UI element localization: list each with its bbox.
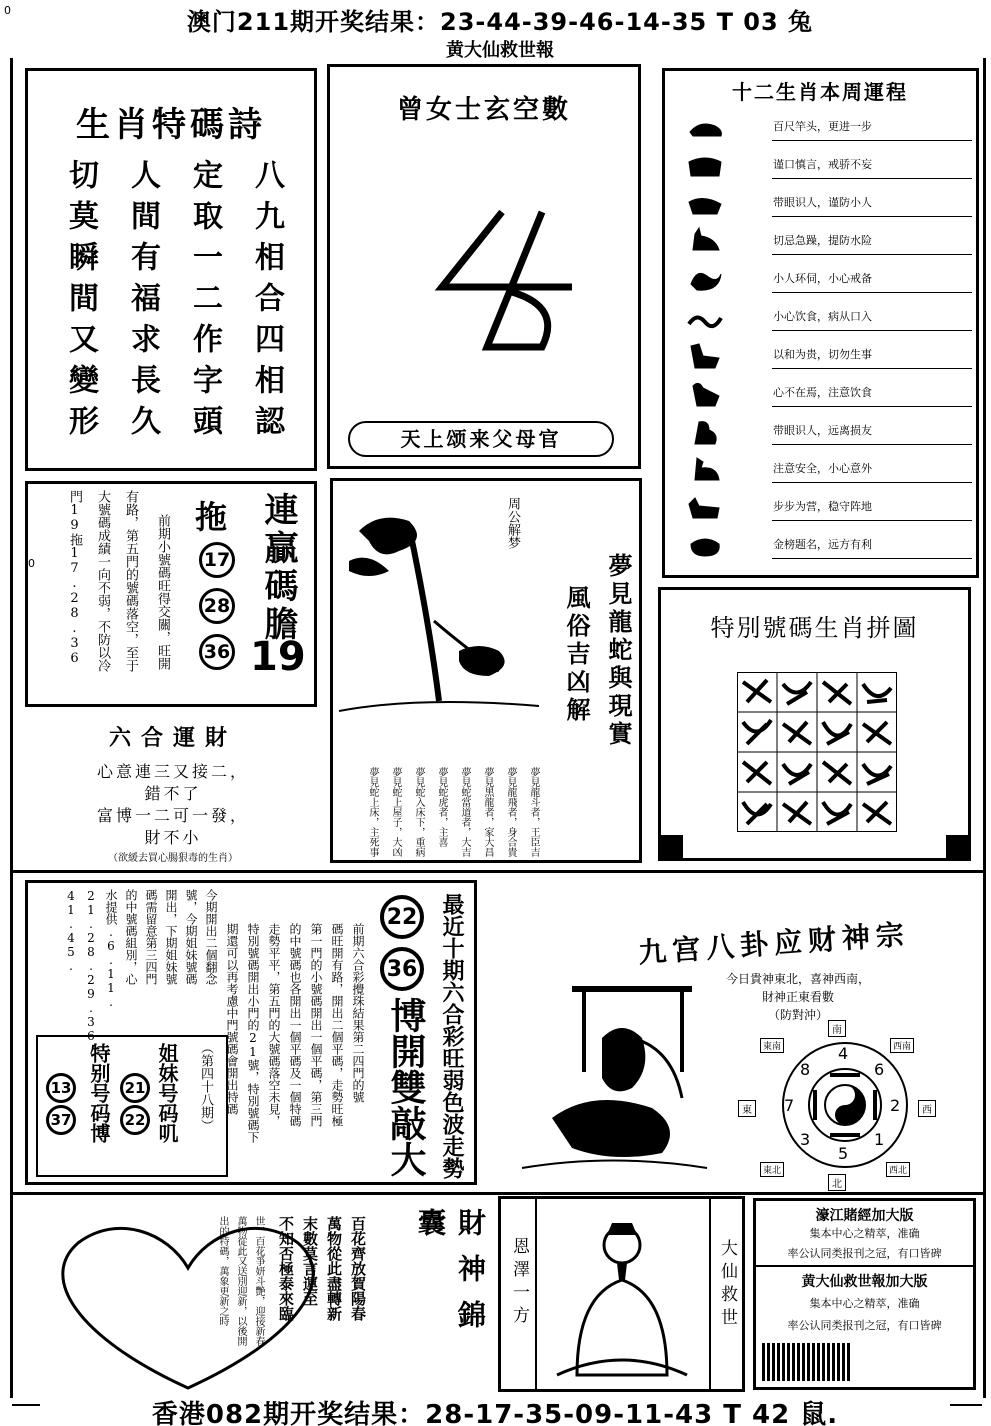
zodiac-row	[685, 150, 975, 188]
recent-text-col: 期還可以再考慮中門號碼會開出特碼	[225, 923, 239, 1115]
lianying-text-col-3: 大號碼成績一向不弱，不防以冷	[95, 490, 110, 672]
pig-icon	[685, 530, 725, 560]
recent-sister-num-2: 22	[120, 1105, 150, 1135]
xuankong-symbol	[422, 197, 582, 367]
zodiac-row	[685, 454, 975, 492]
liuhe-title: 六合運財	[108, 725, 237, 751]
recent-period-note: （第四十八期）	[198, 1041, 213, 1132]
bagua-dir-northwest: 西北	[886, 1162, 910, 1177]
poem-col-4: 切莫瞬間又變形	[63, 159, 98, 446]
recent-text-col: 碼需留意第三四門	[144, 889, 158, 985]
bagua-num-4: 4	[838, 1044, 849, 1063]
recent-special-num-2: 37	[46, 1105, 76, 1135]
recent-text-col: 碼旺開有路，開出二個平碼，走勢旺極	[330, 923, 344, 1127]
poetry-col-6: 萬物從此又送別迎新，以後開	[235, 1216, 246, 1346]
zodiac-fortune-title: 十二生肖本周運程	[732, 80, 908, 104]
zodiac-row-underline	[772, 178, 972, 179]
liuhe-line-4: 財不小	[144, 828, 202, 847]
daxian-right-divider	[709, 1199, 711, 1389]
ad-1-line-1: 集本中心之精萃，准确	[809, 1227, 920, 1240]
ad-2-title: 黄大仙救世報加大版	[801, 1274, 928, 1290]
recent-text-col: 號，今期姐妹號碼	[184, 889, 198, 985]
bagua-section	[488, 878, 983, 1188]
ad-divider	[756, 1265, 973, 1267]
recent-text-col: 的中號碼也各開出一個平碼及一個特碼	[288, 923, 302, 1127]
poetry-col-2: 萬物從此盡轉新	[325, 1216, 343, 1321]
monkey-icon	[685, 416, 725, 446]
horse-icon	[685, 340, 725, 370]
poem-col-2: 定取一二作字頭	[187, 159, 222, 446]
recent-text-col: 41.45.	[64, 889, 78, 973]
bagua-dir-south: 南	[828, 1020, 846, 1037]
liuhe-line-3: 富博一二可一發，	[96, 806, 249, 825]
xuankong-footer: 天上颂来父母官	[348, 421, 614, 457]
zodiac-row	[685, 378, 975, 416]
zodiac-row-text: 带眼识人，谨防小人	[773, 196, 872, 209]
rooster-icon	[685, 454, 725, 484]
special-puzzle-title: 特別號碼生肖拼圖	[710, 614, 919, 642]
poetry-col-1: 百花齊放賀陽春	[349, 1216, 367, 1321]
bagua-dir-northeast: 東北	[760, 1162, 784, 1177]
zodiac-row-underline	[772, 292, 972, 293]
lianying-title: 連贏碼膽	[258, 492, 298, 644]
lianying-drag-char: 拖	[195, 498, 228, 536]
zodiac-row-text: 注意安全，小心意外	[773, 462, 872, 475]
recent-sister-num-1: 21	[120, 1073, 150, 1103]
lianying-box	[25, 481, 317, 707]
lianying-number-1: 17	[199, 542, 235, 578]
page-title: 澳门211期开奖结果：23-44-39-46-14-35 T 03 兔	[186, 8, 814, 36]
poem-box	[25, 68, 317, 471]
liuhe-note: （欲緩去買心腸狠毒的生肖）	[108, 853, 238, 864]
zodiac-row-underline	[772, 254, 972, 255]
ox-icon	[685, 150, 725, 180]
warrior-illustration	[512, 978, 712, 1178]
recent-title-col-1: 最近十期六合彩旺弱色波走勢	[439, 893, 465, 1179]
zodiac-row	[685, 188, 975, 226]
recent-text-col: 前期六合彩攪珠結果第二四門的號	[351, 923, 365, 1103]
zodiac-row-underline	[772, 406, 972, 407]
ad-1-title: 濠江賭經加大版	[815, 1208, 914, 1224]
bagua-line-1: 今日貴神東北，喜神西南，	[725, 972, 870, 986]
ad-2-line-2: 率公认同类报刊之冠，有口皆碑	[787, 1319, 942, 1332]
special-puzzle-corner-right	[946, 835, 968, 858]
bagua-line-2: 財神正東看數	[761, 990, 834, 1004]
zodiac-row-underline	[772, 368, 972, 369]
tiger-icon	[685, 188, 725, 218]
special-puzzle-box	[658, 587, 971, 861]
bagua-line-3: （防對沖）	[767, 1008, 828, 1022]
zodiac-row-text: 切忌急躁，提防水险	[773, 234, 872, 247]
dog-icon	[685, 492, 725, 522]
liuhe-line-1: 心意連三又接二，	[96, 762, 249, 781]
poetry-col-7: 出的特碼，萬象更新之時	[217, 1216, 228, 1326]
zodiac-row	[685, 226, 975, 264]
special-puzzle-corner-left	[661, 835, 683, 858]
poetry-section	[28, 1198, 488, 1390]
special-puzzle-grid	[737, 672, 897, 832]
recent-special-num-1: 13	[46, 1073, 76, 1103]
recent-text-col: 走勢平平，第五門的大號碼落空未見，	[267, 923, 281, 1127]
zodiac-row-underline	[772, 330, 972, 331]
dream-entry-4: 夢見蛇當道者，大吉	[459, 767, 470, 857]
bagua-num-2: 2	[890, 1096, 901, 1115]
liuhe-section	[28, 715, 318, 865]
mid-separator	[12, 870, 984, 873]
bagua-dir-west: 西	[918, 1100, 936, 1117]
rat-icon	[685, 112, 725, 142]
recent-title-col-2: 博開雙敲大	[385, 997, 427, 1177]
poetry-col-4: 不知否極泰來臨	[277, 1216, 295, 1321]
recent-special-box	[36, 1035, 228, 1177]
dream-title-col-1: 夢見龍蛇與現實	[604, 553, 633, 749]
recent-text-col: 第一門的小號碼開出一個平碼，第三門	[309, 923, 323, 1127]
zodiac-row-text: 小人环伺，小心戒备	[773, 272, 872, 285]
ad-barcode	[762, 1343, 852, 1381]
poetry-col-3: 末數莫言運至	[301, 1216, 319, 1306]
zodiac-row-underline	[772, 558, 972, 559]
daxian-left-label: 恩澤一方	[509, 1237, 529, 1329]
zodiac-row-text: 谨口慎言，戒骄不妄	[773, 158, 872, 171]
liuhe-line-2: 錯不了	[144, 784, 202, 803]
bagua-num-5: 5	[838, 1144, 849, 1163]
zodiac-row	[685, 302, 975, 340]
poem-col-1: 八九相合四相認	[249, 159, 284, 446]
footer-title: 香港082期开奖结果：28-17-35-09-11-43 T 42 鼠.	[40, 1394, 950, 1426]
recent-text-col: 特別號碼開出小門的21號，特別號碼下	[246, 923, 260, 1143]
zodiac-row-text: 步步为营，稳守阵地	[773, 500, 872, 513]
recent-text-col: 21.28.29.36.	[84, 889, 98, 1057]
xuankong-box	[327, 64, 641, 469]
daxian-right-label: 大仙救世	[717, 1239, 737, 1331]
goat-icon	[685, 378, 725, 408]
zodiac-row	[685, 264, 975, 302]
recent-number-2: 36	[380, 947, 424, 991]
rabbit-icon	[685, 226, 725, 256]
bagua-num-6: 6	[874, 1060, 885, 1079]
dream-entry-3: 夢見黑龍者，家大昌	[482, 767, 493, 857]
recent-sister-label: 姐妹号码叽	[155, 1043, 179, 1143]
recent-text-col: 水提供.6.11.	[104, 889, 118, 1009]
bottom-separator	[12, 1192, 984, 1195]
zodiac-row-text: 以和为贵，切勿生事	[773, 348, 872, 361]
zodiac-row-text: 小心饮食，病从口入	[773, 310, 872, 323]
poetry-heading: 財神錦囊	[414, 1208, 487, 1346]
zodiac-row-underline	[772, 216, 972, 217]
side-mark: 0	[28, 557, 35, 570]
zodiac-row	[685, 112, 975, 150]
bagua-title: 九宫八卦应财神宗	[637, 917, 911, 970]
dream-small-title: 周公解梦	[505, 497, 520, 549]
daxian-figure	[537, 1205, 707, 1385]
xuankong-title: 曾女士玄空數	[396, 95, 571, 125]
dream-entry-2: 夢見龍飛者，身合貴	[505, 767, 516, 857]
corner-mark: 0	[4, 4, 11, 17]
recent-number-1: 22	[380, 895, 424, 939]
ads-box	[753, 1198, 976, 1390]
bagua-num-1: 1	[874, 1130, 885, 1149]
zodiac-row-text: 带眼识人，远离损友	[773, 424, 872, 437]
dream-entry-8: 夢見蛇上床，主死事	[367, 767, 378, 857]
recent-text-col: 開出，下期姐妹號	[164, 889, 178, 985]
dream-illustration	[339, 501, 539, 716]
zodiac-row	[685, 340, 975, 378]
ad-1-line-2: 率公认同类报刊之冠，有口皆碑	[787, 1247, 942, 1260]
poem-title: 生肖特碼詩	[76, 105, 266, 145]
zodiac-row	[685, 416, 975, 454]
poem-col-3: 人間有福求長久	[125, 159, 160, 446]
bagua-num-7: 7	[784, 1096, 795, 1115]
bagua-dir-southwest: 西南	[890, 1038, 914, 1053]
recent-text-col: 今期開出二個翻念	[204, 889, 218, 985]
dream-entry-6: 夢見蛇入床下，重病	[413, 767, 424, 857]
zodiac-row	[685, 492, 975, 530]
bagua-dir-east: 東	[738, 1100, 756, 1117]
lianying-big-number: 19	[250, 634, 306, 680]
bagua-num-8: 8	[800, 1060, 811, 1079]
zodiac-row-underline	[772, 520, 972, 521]
lianying-text-col-1: 前期小號碼旺得交關，旺開	[155, 514, 170, 670]
lianying-number-2: 28	[199, 588, 235, 624]
recent-special-label: 特别号码博	[87, 1043, 111, 1143]
bagua-num-3: 3	[800, 1130, 811, 1149]
lianying-text-col-2: 有路，第五門的號碼落空，至于	[123, 490, 138, 672]
page-subtitle: 黄大仙救世報	[446, 40, 554, 61]
zodiac-row-text: 心不在焉，注意饮食	[773, 386, 872, 399]
zodiac-row	[685, 530, 975, 568]
recent-box	[25, 880, 477, 1185]
zodiac-row-text: 金榜题名，远方有利	[773, 538, 872, 551]
lianying-number-3: 36	[199, 634, 235, 670]
recent-text-col: 的中號碼組別，心	[124, 889, 138, 985]
zodiac-row-underline	[772, 140, 972, 141]
poetry-col-5: 世，百花爭妍斗艷，迎接新春	[253, 1216, 264, 1346]
dream-entry-1: 夢見龍斗者，王臣吉	[528, 767, 539, 857]
dream-title-col-2: 風俗吉凶解	[562, 585, 591, 725]
bagua-dir-southeast: 東南	[760, 1038, 784, 1053]
dream-entry-7: 夢見蛇上屋子，大凶	[390, 767, 401, 857]
daxian-box	[498, 1196, 745, 1392]
zodiac-row-underline	[772, 482, 972, 483]
dream-box	[330, 478, 642, 863]
lianying-text-col-4: 門19拖17.28.36	[67, 490, 82, 666]
ad-2-line-1: 集本中心之精萃，准确	[809, 1297, 920, 1310]
dream-entry-5: 夢見蛇虎者，主喜	[436, 767, 447, 847]
zodiac-row-underline	[772, 444, 972, 445]
snake-icon	[685, 302, 725, 332]
zodiac-row-text: 百尺竿头，更进一步	[773, 120, 872, 133]
bagua-dir-north: 北	[828, 1174, 846, 1191]
dragon-icon	[685, 264, 725, 294]
